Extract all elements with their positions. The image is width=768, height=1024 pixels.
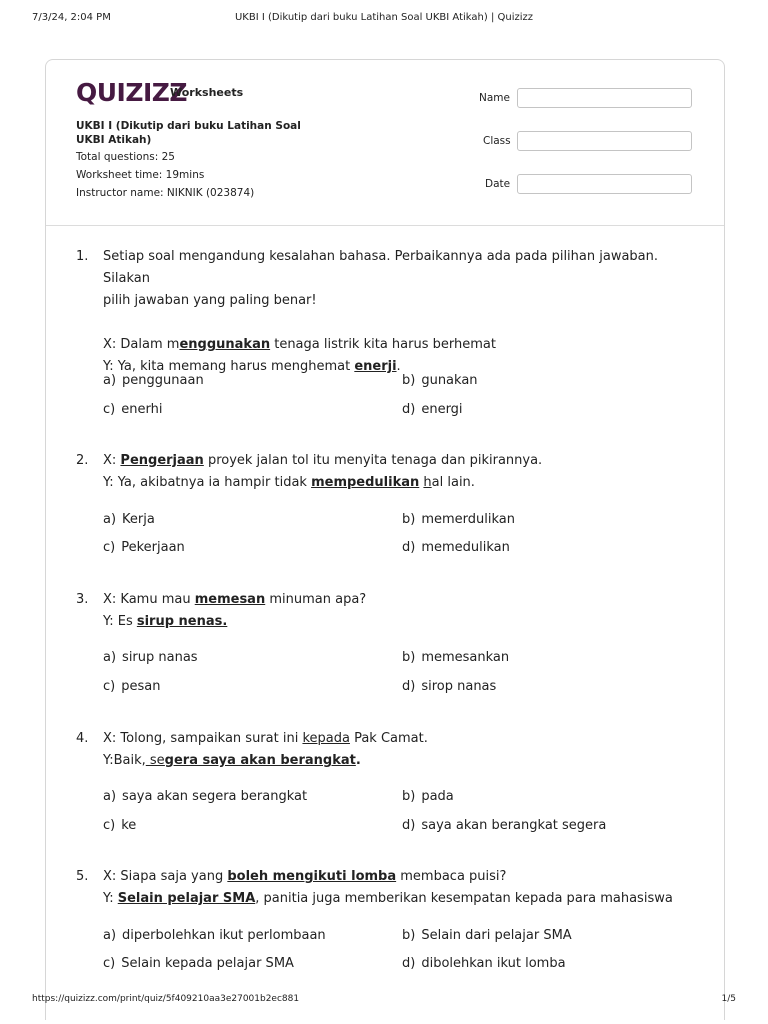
question-text [103,866,690,910]
print-datetime: 7/3/24, 2:04 PM [32,12,111,23]
print-page-number: 1/5 [721,994,736,1004]
class-field[interactable] [517,131,692,151]
option-1c[interactable]: c) enerhi [103,402,163,417]
question-number: 4. [76,731,89,746]
question-text [103,728,690,772]
worksheet [45,59,725,1020]
question-number: 5. [76,869,89,884]
class-label: Class [483,135,511,147]
option-4b[interactable]: b) pada [402,789,454,804]
option-1d[interactable]: d) energi [402,402,463,417]
option-5b[interactable]: b) Selain dari pelajar SMA [402,928,572,943]
option-4a[interactable]: a) saya akan segera berangkat [103,789,308,804]
worksheet-time: Worksheet time: 19mins [76,169,205,181]
dialogue-y: Y: Selain pelajar SMA, panitia juga memberikan kesempatan kepada para mahasiswa [103,891,673,906]
option-3b[interactable]: b) memesankan [402,650,510,665]
dialogue-x: X: Pengerjaan proyek jalan tol itu menyita tenaga dan pikirannya. [103,453,543,468]
name-label: Name [479,92,510,104]
instructor-name: Instructor name: NIKNIK (023874) [76,187,255,199]
logo-subtitle: Worksheets [170,86,244,99]
option-3c[interactable]: c) pesan [103,679,161,694]
dialogue-x: X: Tolong, sampaikan surat ini kepada Pak Camat. [103,731,428,746]
option-2b[interactable]: b) memerdulikan [402,512,515,527]
question-number: 2. [76,453,89,468]
option-1a[interactable]: a) penggunaan [103,373,204,388]
option-2c[interactable]: c) Pekerjaan [103,540,185,555]
question-number: 1. [76,249,89,264]
question-text [103,450,690,494]
print-footer [32,994,736,1008]
question-text [103,589,690,633]
name-field[interactable] [517,88,692,108]
print-page-title: UKBI I (Dikutip dari buku Latihan Soal UKBI Atikah) | Quizizz [234,12,534,23]
date-field[interactable] [517,174,692,194]
dialogue-x: X: Siapa saja yang boleh mengikuti lomba membaca puisi? [103,869,507,884]
option-2d[interactable]: d) memedulikan [402,540,510,555]
worksheet-header [46,60,724,226]
question-text: Setiap soal mengandung kesalahan bahasa. Perbaikannya ada pada pilihan jawaban. Silakan pilih jawaban yang paling benar! X: Dalam menggunakan tenaga listrik kita harus berhemat Y: Ya, kita memang harus menghemat enerji. [103,246,690,378]
dialogue-x: X: Kamu mau memesan minuman apa? [103,592,367,607]
date-label: Date [485,178,511,190]
option-2a[interactable]: a) Kerja [103,512,155,527]
option-5c[interactable]: c) Selain kepada pelajar SMA [103,956,294,971]
quiz-title: UKBI I (Dikutip dari buku Latihan Soal UKBI Atikah) [76,120,301,146]
print-url: https://quizizz.com/print/quiz/5f409210aa3e27001b2ec881 [32,994,300,1004]
dialogue-y: Y: Ya, akibatnya ia hampir tidak mempedulikan hal lain. [103,475,475,490]
option-5a[interactable]: a) diperbolehkan ikut perlombaan [103,928,326,943]
quizizz-logo: QUIZIZZ [76,78,188,107]
print-header [32,12,736,26]
option-5d[interactable]: d) dibolehkan ikut lomba [402,956,566,971]
option-4c[interactable]: c) ke [103,818,137,833]
dialogue-x: X: Dalam menggunakan tenaga listrik kita harus berhemat [103,337,496,352]
option-3d[interactable]: d) sirop nanas [402,679,497,694]
question-number: 3. [76,592,89,607]
option-3a[interactable]: a) sirup nanas [103,650,198,665]
option-1b[interactable]: b) gunakan [402,373,478,388]
total-questions: Total questions: 25 [76,151,175,163]
dialogue-y: Y: Ya, kita memang harus menghemat enerji. [103,359,401,374]
dialogue-y: Y:Baik, segera saya akan berangkat. [103,753,361,768]
dialogue-y: Y: Es sirup nenas. [103,614,228,629]
option-4d[interactable]: d) saya akan berangkat segera [402,818,607,833]
